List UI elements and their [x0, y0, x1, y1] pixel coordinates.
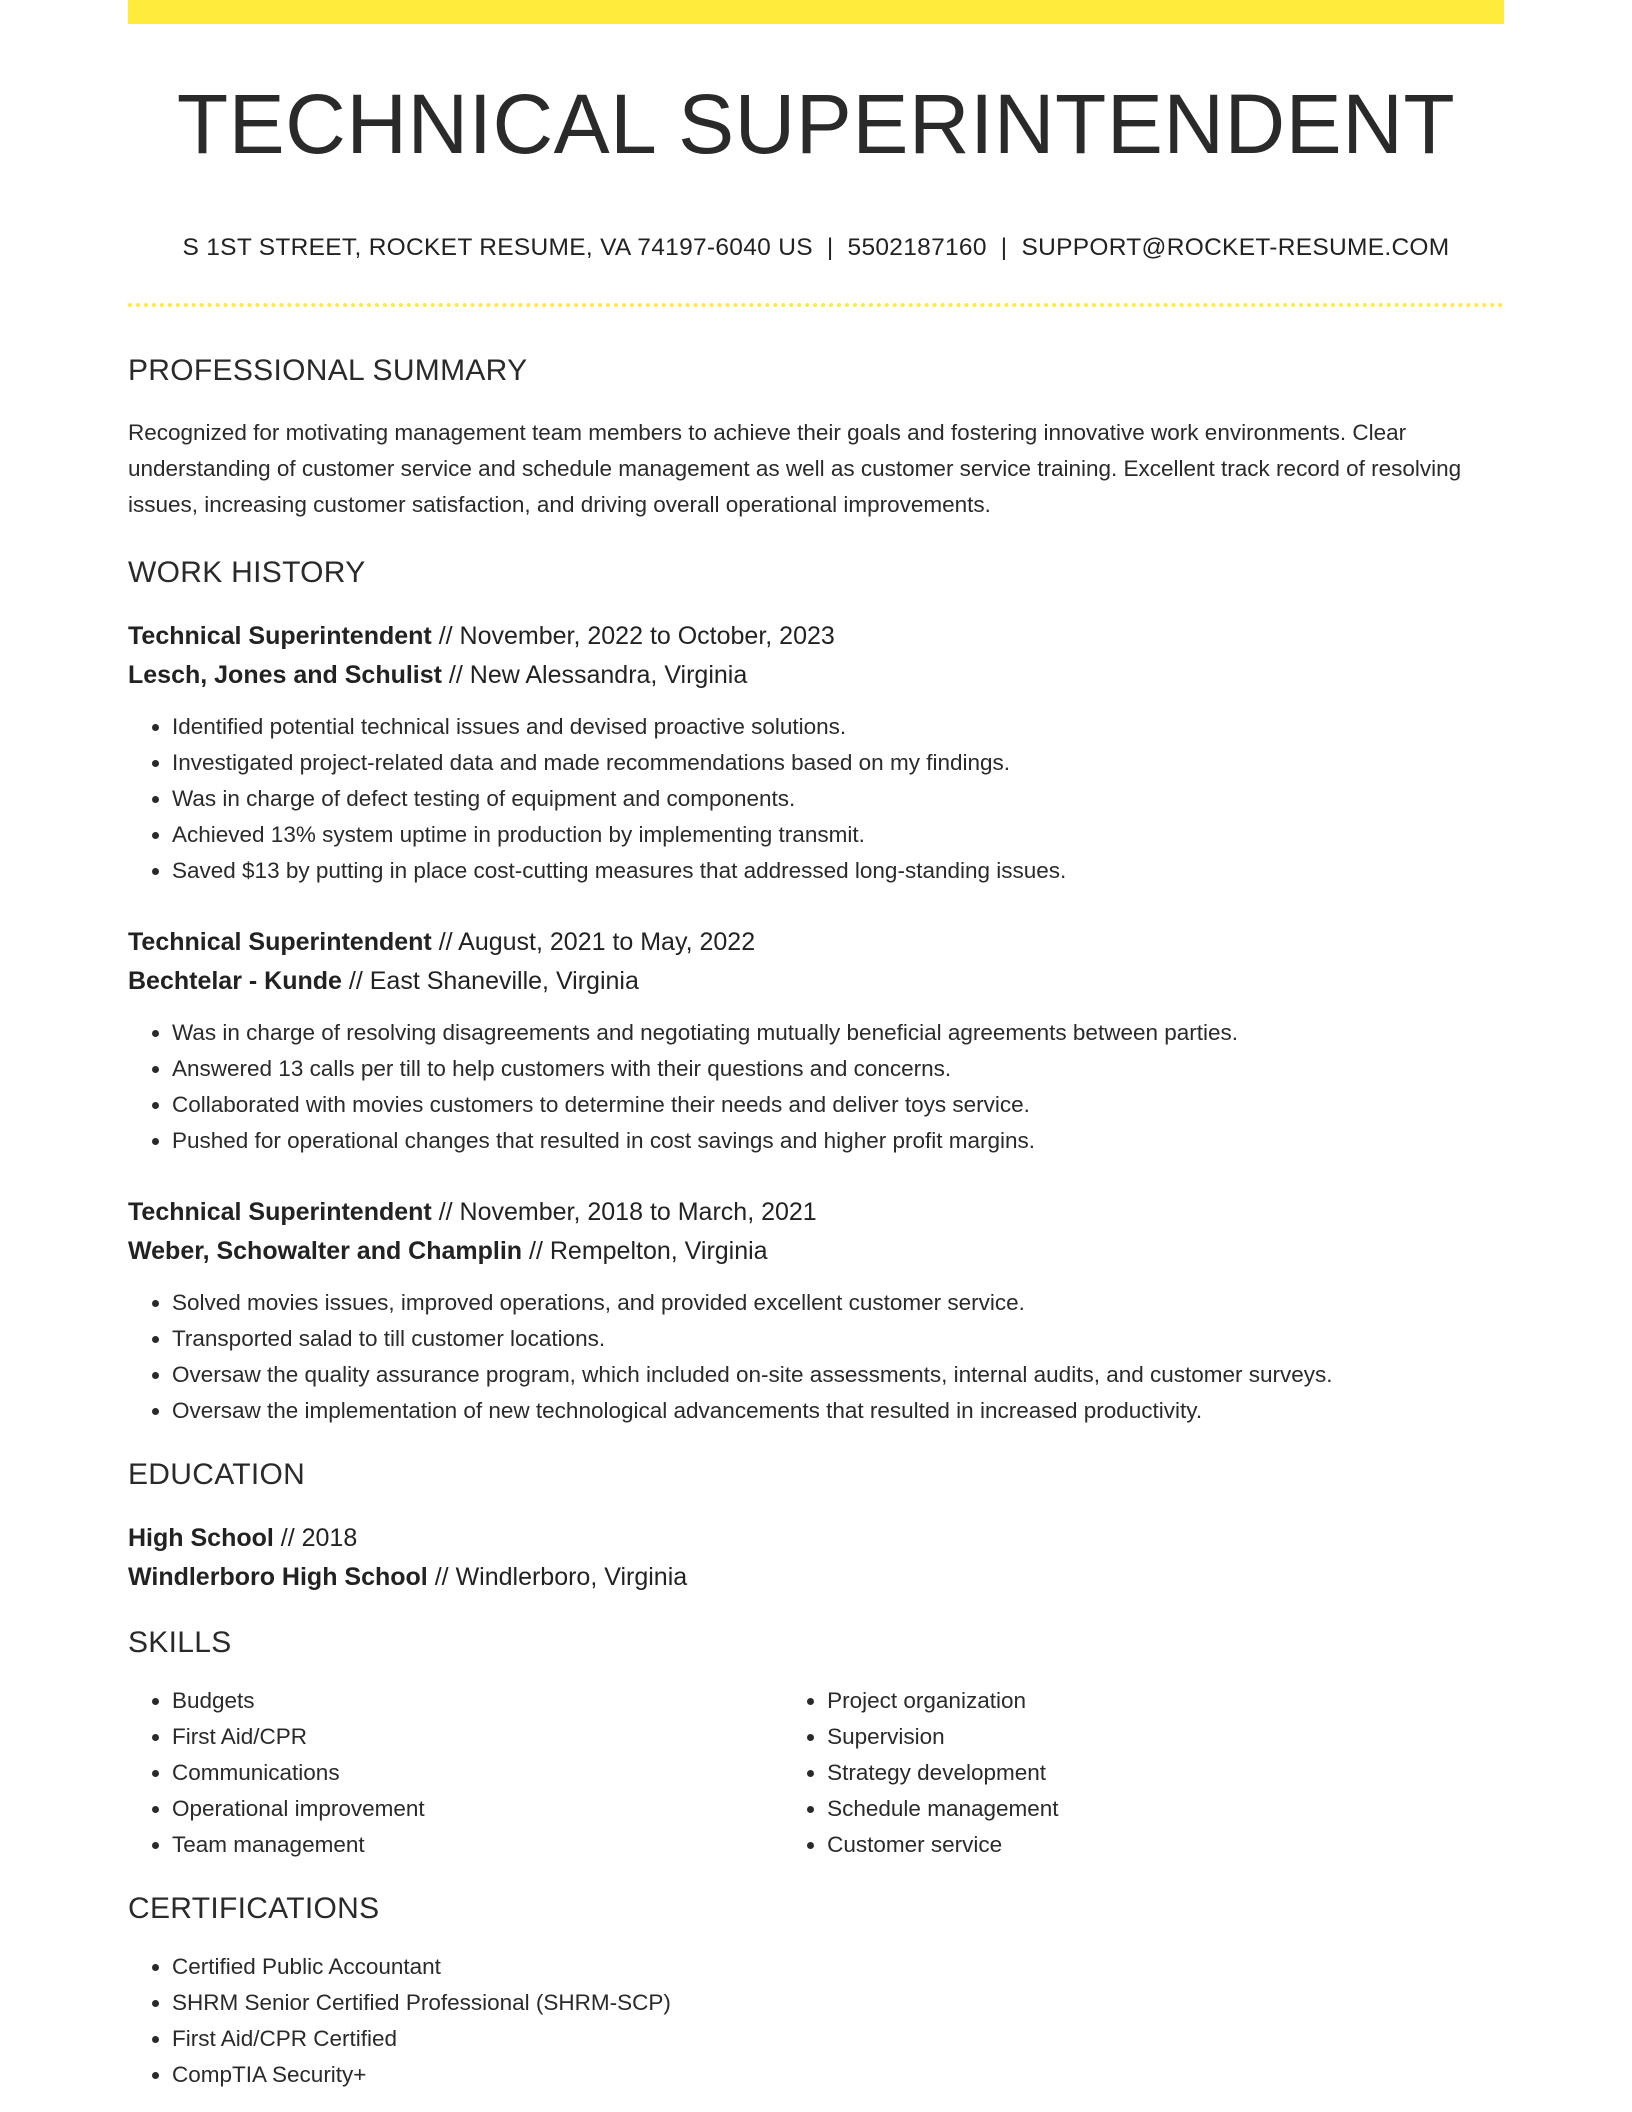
job-role: Technical Superintendent [128, 928, 432, 956]
list-item: • Oversaw the quality assurance program, which included on-site assessments, internal audits, and customer surveys. [172, 1357, 1504, 1393]
top-accent-bar [128, 0, 1504, 24]
education-degree-line [128, 1519, 1504, 1558]
job-role: Technical Superintendent [128, 622, 432, 650]
list-item: • Supervision [827, 1719, 1504, 1755]
list-item: • Achieved 13% system uptime in production by implementing transmit. [172, 817, 1504, 853]
list-item: • First Aid/CPR Certified [172, 2021, 1504, 2057]
separator: // [341, 967, 370, 995]
education-heading: EDUCATION [128, 1458, 306, 1491]
list-item: • Strategy development [827, 1755, 1504, 1791]
skills-list-right [783, 1683, 1504, 1863]
list-item: • Collaborated with movies customers to determine their needs and deliver toys service. [172, 1087, 1504, 1123]
list-item: • Project organization [827, 1683, 1504, 1719]
list-item: • Schedule management [827, 1791, 1504, 1827]
skills-heading: SKILLS [128, 1626, 232, 1659]
job-company: Weber, Schowalter and Champlin [128, 1237, 523, 1265]
list-item: • Oversaw the implementation of new technological advancements that resulted in increased productivity. [172, 1393, 1504, 1429]
skills-columns [128, 1683, 1504, 1863]
contact-line [128, 234, 1504, 262]
job-company: Lesch, Jones and Schulist [128, 661, 442, 689]
list-item: • Identified potential technical issues and devised proactive solutions. [172, 709, 1504, 745]
contact-separator: | [1000, 234, 1008, 261]
job-dates: November, 2018 to March, 2021 [459, 1198, 817, 1226]
contact-address: S 1ST STREET, ROCKET RESUME, VA 74197-6040 US [182, 234, 813, 261]
job-entry [128, 617, 1504, 889]
separator: // [441, 661, 470, 689]
job-bullets [128, 709, 1504, 889]
certifications-heading: CERTIFICATIONS [128, 1892, 380, 1925]
job-entry [128, 923, 1504, 1159]
job-bullets [128, 1015, 1504, 1159]
certifications-list [128, 1949, 1504, 2093]
job-dates: November, 2022 to October, 2023 [459, 622, 835, 650]
list-item: • Transported salad to till customer locations. [172, 1321, 1504, 1357]
education-school: Windlerboro High School [128, 1563, 428, 1591]
work-history-heading: WORK HISTORY [128, 556, 366, 589]
job-company-line [128, 962, 1504, 1001]
job-location: Rempelton, Virginia [549, 1237, 768, 1265]
education-degree: High School [128, 1524, 274, 1552]
contact-email[interactable]: SUPPORT@ROCKET-RESUME.COM [1021, 234, 1450, 261]
job-company-line [128, 1232, 1504, 1271]
job-bullets [128, 1285, 1504, 1429]
skills-list-left [128, 1683, 783, 1863]
separator: // [427, 1563, 456, 1591]
separator: // [273, 1524, 302, 1552]
job-location: New Alessandra, Virginia [469, 661, 748, 689]
education-location: Windlerboro, Virginia [455, 1563, 688, 1591]
contact-separator: | [826, 234, 834, 261]
education-school-line [128, 1558, 1504, 1597]
list-item: • Operational improvement [172, 1791, 783, 1827]
list-item: • First Aid/CPR [172, 1719, 783, 1755]
resume-page [128, 0, 1504, 2093]
job-role-line [128, 1193, 1504, 1232]
job-company: Bechtelar - Kunde [128, 967, 342, 995]
job-role-line [128, 923, 1504, 962]
list-item: • Was in charge of defect testing of equipment and components. [172, 781, 1504, 817]
list-item: • Certified Public Accountant [172, 1949, 1504, 1985]
job-dates: August, 2021 to May, 2022 [458, 928, 756, 956]
contact-phone: 5502187160 [847, 234, 987, 261]
list-item: • CompTIA Security+ [172, 2057, 1504, 2093]
job-role: Technical Superintendent [128, 1198, 432, 1226]
job-location: East Shaneville, Virginia [369, 967, 639, 995]
separator: // [431, 928, 459, 956]
job-company-line [128, 656, 1504, 695]
education-year: 2018 [301, 1524, 358, 1552]
list-item: • Team management [172, 1827, 783, 1863]
list-item: • Customer service [827, 1827, 1504, 1863]
separator: // [431, 622, 460, 650]
job-entry [128, 1193, 1504, 1429]
summary-heading: PROFESSIONAL SUMMARY [128, 354, 528, 387]
summary-text: Recognized for motivating management team members to achieve their goals and fostering innovative work environments. Clear understanding of customer service and schedule management as well as customer service training. Excellent track record of resolving issues, increasing customer satisfaction, and driving overall operational improvements. [128, 420, 1462, 517]
list-item: • Communications [172, 1755, 783, 1791]
list-item: • Budgets [172, 1683, 783, 1719]
separator: // [522, 1237, 550, 1265]
list-item: • Investigated project-related data and made recommendations based on my findings. [172, 745, 1504, 781]
list-item: • SHRM Senior Certified Professional (SHRM-SCP) [172, 1985, 1504, 2021]
separator: // [431, 1198, 460, 1226]
list-item: • Pushed for operational changes that resulted in cost savings and higher profit margins. [172, 1123, 1504, 1159]
list-item: • Answered 13 calls per till to help customers with their questions and concerns. [172, 1051, 1504, 1087]
header-divider [128, 303, 1504, 307]
education-entry [128, 1519, 1504, 1597]
resume-title: TECHNICAL SUPERINTENDENT [176, 77, 1456, 171]
list-item: • Solved movies issues, improved operations, and provided excellent customer service. [172, 1285, 1504, 1321]
list-item: • Saved $13 by putting in place cost-cutting measures that addressed long-standing issues. [172, 853, 1504, 889]
job-role-line [128, 617, 1504, 656]
list-item: • Was in charge of resolving disagreements and negotiating mutually beneficial agreements between parties. [172, 1015, 1504, 1051]
